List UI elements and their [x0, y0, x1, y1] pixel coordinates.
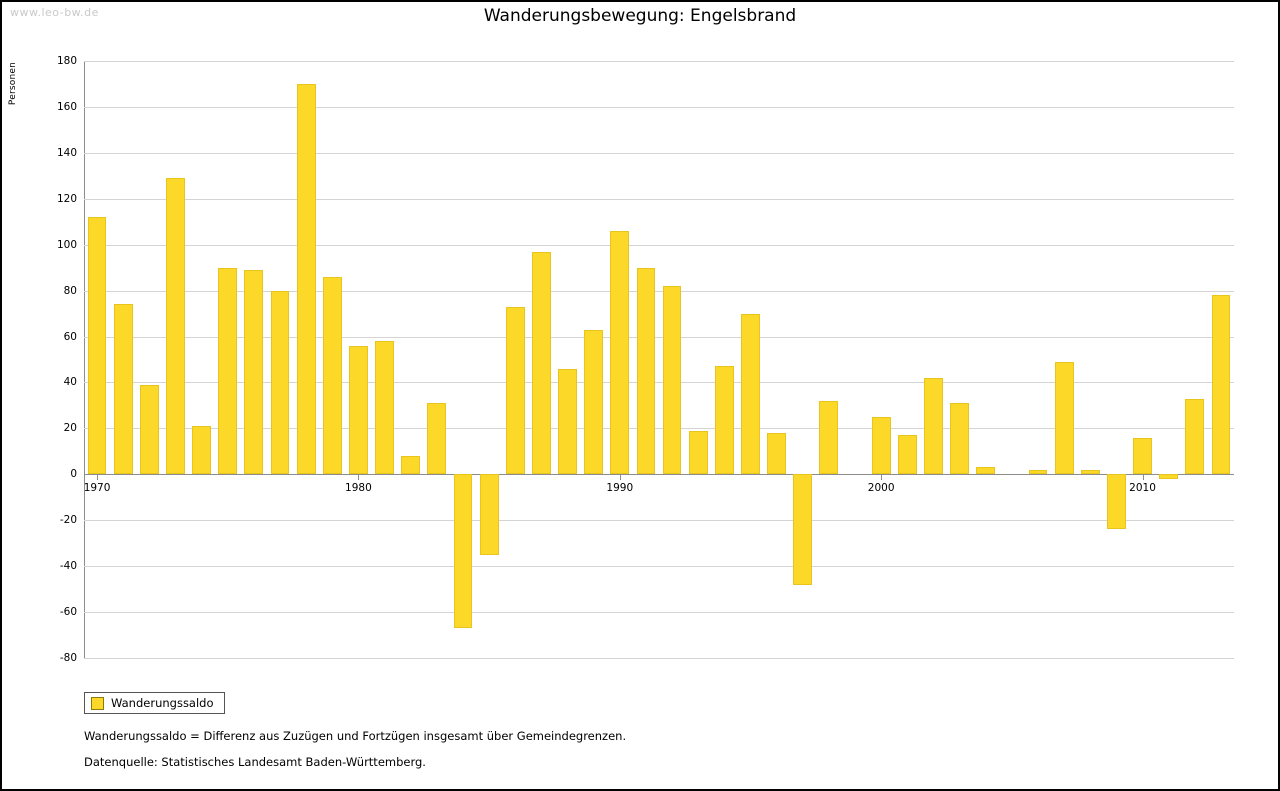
y-tick-label: 100	[56, 238, 77, 251]
bar	[741, 314, 760, 475]
x-tick-label: 1970	[83, 482, 111, 495]
bar	[1159, 474, 1178, 479]
bar	[375, 341, 394, 474]
bar	[767, 433, 786, 474]
x-tick-label: 2000	[867, 482, 895, 495]
bar	[166, 178, 185, 474]
legend	[84, 692, 225, 714]
bar	[506, 307, 525, 475]
y-tick-label: 40	[63, 376, 77, 389]
bar	[898, 435, 917, 474]
bar	[950, 403, 969, 474]
bar	[323, 277, 342, 474]
bar	[1055, 362, 1074, 475]
bar	[976, 467, 995, 474]
bar	[454, 474, 473, 628]
watermark: www.leo-bw.de	[10, 6, 99, 19]
x-tick	[358, 474, 359, 480]
bar	[114, 304, 133, 474]
bar	[271, 291, 290, 475]
bar	[218, 268, 237, 475]
y-tick-label: 140	[56, 146, 77, 159]
x-tick	[620, 474, 621, 480]
y-tick-label: 20	[63, 422, 77, 435]
y-tick-label: 80	[63, 284, 77, 297]
bar	[480, 474, 499, 554]
bar	[663, 286, 682, 474]
chart-title: Wanderungsbewegung: Engelsbrand	[483, 6, 797, 26]
x-tick	[97, 474, 98, 480]
bar	[1133, 438, 1152, 475]
bar	[1185, 399, 1204, 475]
bar	[140, 385, 159, 475]
y-tick-label: -40	[59, 560, 77, 573]
footnote-definition: Wanderungssaldo = Differenz aus Zuzügen und Fortzügen insgesamt über Gemeindegrenzen.	[84, 729, 627, 743]
footnote-source: Datenquelle: Statistisches Landesamt Baden-Württemberg.	[84, 755, 426, 769]
bar	[689, 431, 708, 475]
y-tick-label: 0	[70, 468, 77, 481]
bar	[427, 403, 446, 474]
bar	[349, 346, 368, 475]
gridline	[59, 652, 1234, 664]
legend-swatch-icon	[91, 697, 104, 710]
plot-area	[56, 55, 1234, 664]
y-tick-label: -80	[59, 652, 77, 664]
bar	[532, 252, 551, 475]
bar	[88, 217, 107, 474]
bar	[297, 84, 316, 474]
bar	[715, 366, 734, 474]
bar	[872, 417, 891, 474]
legend-label: Wanderungssaldo	[111, 696, 214, 710]
bar	[584, 330, 603, 475]
bar	[1029, 470, 1048, 475]
bar	[558, 369, 577, 475]
bar	[610, 231, 629, 474]
bar	[192, 426, 211, 474]
y-tick-label: 120	[56, 192, 77, 205]
y-tick-label: -20	[59, 514, 77, 527]
bar	[637, 268, 656, 475]
bar	[793, 474, 812, 584]
bar	[1212, 295, 1231, 474]
bar-series	[84, 61, 1234, 658]
x-tick	[1143, 474, 1144, 480]
bar	[819, 401, 838, 474]
y-axis-label: Personen	[8, 62, 18, 106]
x-tick-label: 1990	[606, 482, 634, 495]
y-tick-label: 160	[56, 100, 77, 113]
x-tick	[881, 474, 882, 480]
y-tick-label: 180	[56, 55, 77, 67]
bar	[1081, 470, 1100, 475]
y-tick-label: 60	[63, 330, 77, 343]
bar	[1107, 474, 1126, 529]
y-tick-label: -60	[59, 606, 77, 619]
bar	[244, 270, 263, 474]
x-tick-label: 1980	[345, 482, 372, 495]
bar	[924, 378, 943, 474]
x-tick-label: 2010	[1129, 482, 1156, 495]
bar	[401, 456, 420, 474]
